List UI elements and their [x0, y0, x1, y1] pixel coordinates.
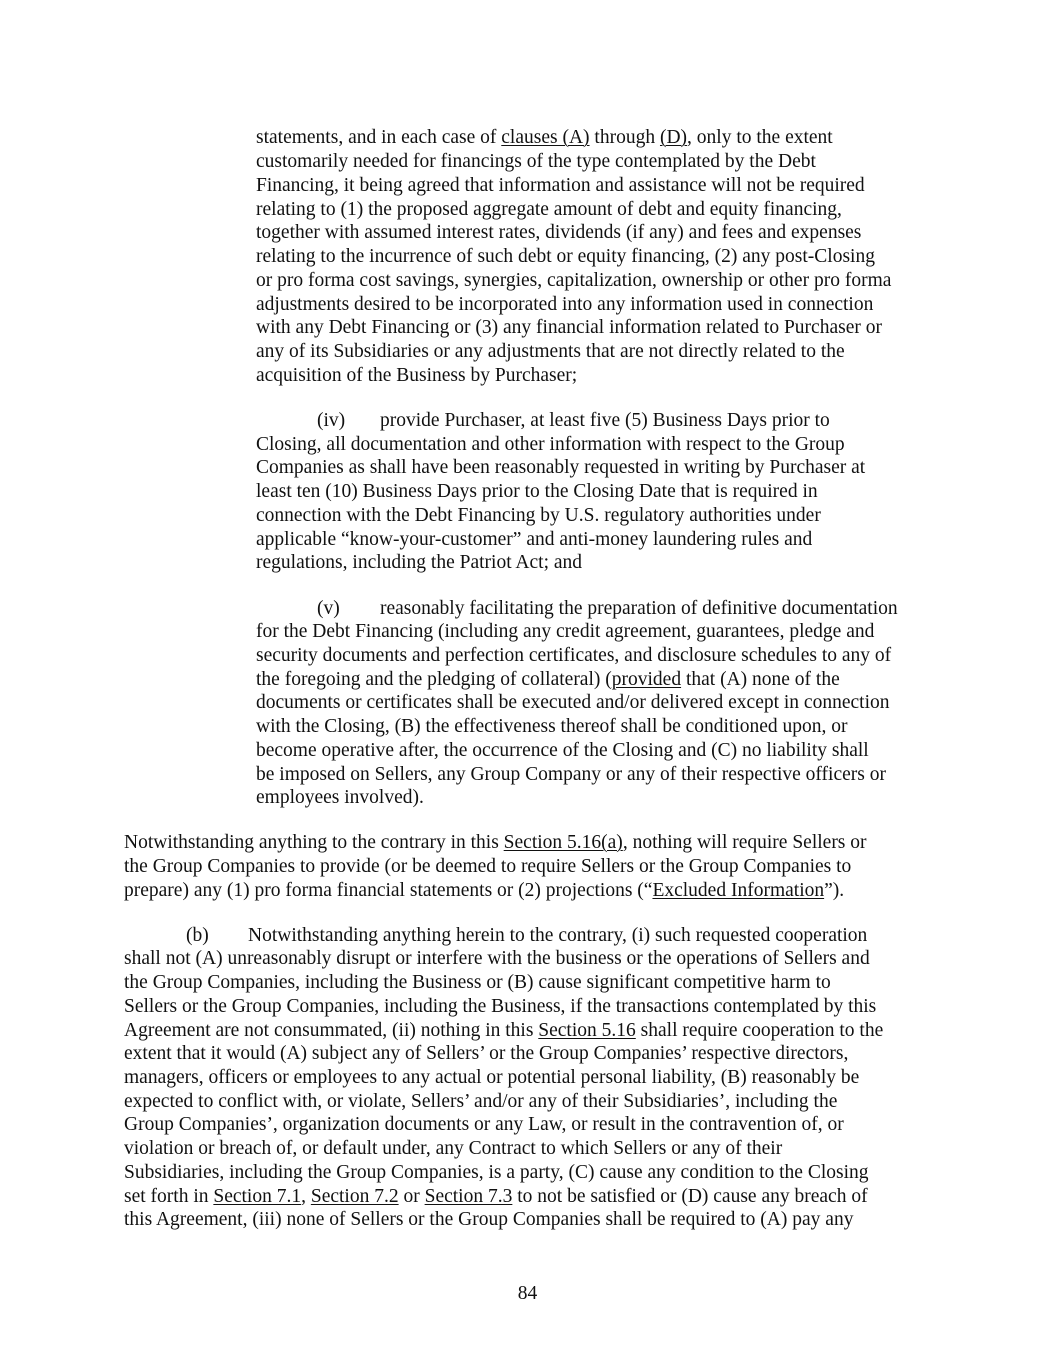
- text-line: least ten (10) Business Days prior to the Closing Date that is required in: [256, 481, 818, 502]
- cross-reference-section-5-16-a: Section 5.16(a): [503, 832, 623, 853]
- text-line: this Agreement, (iii) none of Sellers or the Group Companies shall be required to (A) pay any: [124, 1209, 854, 1230]
- text-line: the Group Companies, including the Business or (B) cause significant competitive harm to: [124, 972, 831, 993]
- defined-term-provided: provided: [611, 669, 682, 690]
- item-marker: (iv): [317, 410, 346, 431]
- text-line: shall not (A) unreasonably disrupt or interfere with the business or the operations of Sellers and: [124, 948, 870, 969]
- text-line: extent that it would (A) subject any of Sellers’ or the Group Companies’ respective directors,: [124, 1043, 849, 1064]
- text-line: any of its Subsidiaries or any adjustments that are not directly related to the: [256, 341, 845, 362]
- text-line: regulations, including the Patriot Act; and: [256, 552, 583, 573]
- text-line: relating to the incurrence of such debt or equity financing, (2) any post-Closing: [256, 246, 875, 267]
- text-line: set forth in Section 7.1, Section 7.2 or Section 7.3 to not be satisfied or (D) cause any breach of: [124, 1186, 868, 1207]
- cross-reference-clauses-a: clauses (A): [501, 127, 590, 148]
- cross-reference-section-7-1: Section 7.1: [213, 1186, 302, 1207]
- text-line: with any Debt Financing or (3) any financial information related to Purchaser or: [256, 317, 882, 338]
- text-line: Notwithstanding anything herein to the contrary, (i) such requested cooperation: [248, 925, 868, 946]
- text-line: become operative after, the occurrence of the Closing and (C) no liability shall: [256, 740, 869, 761]
- text-line: relating to (1) the proposed aggregate amount of debt and equity financing,: [256, 199, 842, 220]
- text-line: Companies as shall have been reasonably requested in writing by Purchaser at: [256, 457, 866, 478]
- page-number: 84: [517, 1283, 538, 1304]
- text-line: connection with the Debt Financing by U.S. regulatory authorities under: [256, 505, 821, 526]
- cross-reference-section-7-2: Section 7.2: [310, 1186, 399, 1207]
- text-line: Notwithstanding anything to the contrary in this Section 5.16(a), nothing will require Sellers or: [124, 832, 867, 853]
- text-line: customarily needed for financings of the type contemplated by the Debt: [256, 151, 816, 172]
- text-line: reasonably facilitating the preparation of definitive documentation: [380, 598, 898, 619]
- text-line: prepare) any (1) pro forma financial statements or (2) projections (“Excluded Information”).: [124, 880, 845, 901]
- text-line: Closing, all documentation and other information with respect to the Group: [256, 434, 845, 455]
- text-line: applicable “know-your-customer” and anti-money laundering rules and: [256, 529, 813, 550]
- text-line: together with assumed interest rates, dividends (if any) and fees and expenses: [256, 222, 862, 243]
- defined-term-excluded-information: Excluded Information: [652, 880, 825, 901]
- text-line: employees involved).: [256, 787, 424, 808]
- text-line: violation or breach of, or default under, any Contract to which Sellers or any of their: [124, 1138, 783, 1159]
- cross-reference-clause-d: (D): [659, 127, 688, 148]
- text-line: adjustments desired to be incorporated into any information used in connection: [256, 294, 874, 315]
- cross-reference-section-5-16: Section 5.16: [538, 1020, 636, 1041]
- text-line: Sellers or the Group Companies, including the Business, if the transactions contemplated by this: [124, 996, 877, 1017]
- text-line: the foregoing and the pledging of collateral) (provided that (A) none of the: [256, 669, 840, 690]
- text-line: be imposed on Sellers, any Group Company or any of their respective officers or: [256, 764, 886, 785]
- text-line: acquisition of the Business by Purchaser;: [256, 365, 578, 386]
- text-line: managers, officers or employees to any actual or potential personal liability, (B) reasonably be: [124, 1067, 860, 1088]
- item-marker: (b): [186, 925, 209, 946]
- text-line: Agreement are not consummated, (ii) nothing in this Section 5.16 shall require cooperation to the: [124, 1020, 884, 1041]
- text-line: for the Debt Financing (including any credit agreement, guarantees, pledge and: [256, 621, 875, 642]
- text-line: Subsidiaries, including the Group Companies, is a party, (C) cause any condition to the Closing: [124, 1162, 869, 1183]
- text-line: Financing, it being agreed that information and assistance will not be required: [256, 175, 865, 196]
- text-line: expected to conflict with, or violate, Sellers’ and/or any of their Subsidiaries’, including the: [124, 1091, 838, 1112]
- text-line: or pro forma cost savings, synergies, capitalization, ownership or other pro forma: [256, 270, 892, 291]
- cross-reference-section-7-3: Section 7.3: [424, 1186, 513, 1207]
- text-line: security documents and perfection certificates, and disclosure schedules to any of: [256, 645, 892, 666]
- text-line: documents or certificates shall be executed and/or delivered except in connection: [256, 692, 890, 713]
- text-line: statements, and in each case of clauses (A) through (D), only to the extent: [256, 127, 833, 148]
- text-line: Group Companies’, organization documents or any Law, or result in the contravention of, or: [124, 1114, 844, 1135]
- text-line: provide Purchaser, at least five (5) Business Days prior to: [380, 410, 830, 431]
- text-line: the Group Companies to provide (or be deemed to require Sellers or the Group Companies to: [124, 856, 852, 877]
- item-marker: (v): [317, 598, 340, 619]
- text-line: with the Closing, (B) the effectiveness thereof shall be conditioned upon, or: [256, 716, 848, 737]
